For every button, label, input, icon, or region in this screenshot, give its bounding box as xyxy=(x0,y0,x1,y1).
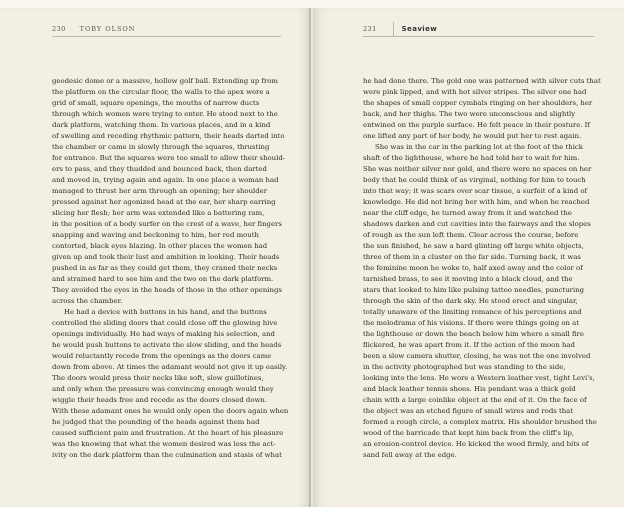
text-line: he had done there. The gold one was patterned with silver cuts that xyxy=(363,77,601,85)
text-line: in the activity photographed but was standing to the side, xyxy=(363,363,566,371)
text-line: of rough as the sun left them. Clear across the course, before xyxy=(363,231,579,239)
text-line: pressed against her agonized head at the ear, her sharp earring xyxy=(52,198,276,206)
text-line: ers to pass, and they thudded and bounced back, then darted xyxy=(52,165,267,173)
text-line: the sun finished, he saw a hard glinting off large white objects, xyxy=(363,242,584,250)
text-line: and moved in, trying again and again. In one place a woman had xyxy=(52,176,279,184)
right-page-number: 231 xyxy=(363,25,377,33)
text-line: stars that looked to him like pulsing tattoo needles, puncturing xyxy=(363,286,585,294)
text-line: ivity on the dark platform than the culmination and stasis of what xyxy=(52,451,282,459)
text-line: She was in the car in the parking lot at the foot of the thick xyxy=(375,143,583,151)
text-line: the melodrama of his visions. If there were things going on at xyxy=(363,319,579,327)
right-running-head xyxy=(363,22,594,37)
text-line: shadows darken and cut cavities into the fairways and the slopes xyxy=(363,220,591,228)
left-page xyxy=(0,8,311,507)
text-line: into that way; it was scars over scar tissue, a surfeit of a kind of xyxy=(363,187,588,195)
text-line: an erosion-control device. He kicked the wood firmly, and bits of xyxy=(363,440,589,448)
text-line: snapping and waving and beckoning to him, her red mouth xyxy=(52,231,259,239)
text-line: was the knowing that what the women desired was less the act- xyxy=(52,440,276,448)
text-line: He had a device with buttons in his hand, and the buttons xyxy=(64,308,267,316)
text-line: grid of small, square openings, the mouths of narrow ducts xyxy=(52,99,260,107)
text-line: tarnished brass, to see it moving into a black cloud, and the xyxy=(363,275,573,283)
text-line: She was neither silver nor gold, and there were no spaces on her xyxy=(363,165,592,173)
text-line: the lighthouse or down the beach below him where a small fire xyxy=(363,330,584,338)
text-line: controlled the sliding doors that could close off the glowing hive xyxy=(52,319,278,327)
text-line: body that he could think of as virginal, nothing for him to touch xyxy=(363,176,586,184)
text-line: looking into the lens. He wore a Western leather vest, tight Levi's, xyxy=(363,374,595,382)
text-line: would reluctantly recede from the openings as the doors came xyxy=(52,352,272,360)
text-line: knowledge. He did not bring her with him, and when he reached xyxy=(363,198,590,206)
text-line: managed to thrust her arm through an opening; her shoulder xyxy=(52,187,267,195)
text-line: three of them in a cluster on the far side. Turning back, it was xyxy=(363,253,581,261)
text-line: The doors would press their necks like soft, slow guillotines, xyxy=(52,374,264,382)
text-line: one lifted any part of her body, he would put her to rest again. xyxy=(363,132,582,140)
text-line: through the skin of the dark sky. He stood erect and singular, xyxy=(363,297,578,305)
left-page-text xyxy=(52,76,294,461)
text-line: the feminine moon he woke to, half axed away and the color of xyxy=(363,264,583,272)
text-line: chain with a large coinlike object at the end of it. On the face of xyxy=(363,396,587,404)
text-line: the object was an etched figure of small wires and rods that xyxy=(363,407,574,415)
text-line: the chamber or came in slowly through the squares, thrusting xyxy=(52,143,270,151)
text-line: of swelling and receding rhythmic pattern, their heads darted into xyxy=(52,132,285,140)
text-line: in the position of a body surfer on the crest of a wave, her fingers xyxy=(52,220,282,228)
text-line: near the cliff edge, he turned away from it and watched the xyxy=(363,209,572,217)
running-head-title: Seaview xyxy=(393,22,438,36)
text-line: for entrance. But the squares were too small to allow their should- xyxy=(52,154,286,162)
text-line: he would push buttons to activate the slow sliding, and the heads xyxy=(52,341,282,349)
text-line: sand fell away at the edge. xyxy=(363,451,457,459)
text-line: shaft of the lighthouse, where he had told her to wait for him. xyxy=(363,154,580,162)
text-line: caused sufficient pain and frustration. At the heart of his pleasure xyxy=(52,429,284,437)
text-line: wood of the barricade that kept him back from the cliff's lip, xyxy=(363,429,575,437)
text-line: down from above. At times the adamant would not give it up easily. xyxy=(52,363,288,371)
text-line: across the chamber. xyxy=(52,297,123,305)
text-line: They avoided the eyes in the heads of those in the other openings xyxy=(52,286,282,294)
text-line: pushed in as far as they could get them, they craned their necks xyxy=(52,264,278,272)
text-line: totally unaware of the limiting romance of his perceptions and xyxy=(363,308,582,316)
text-line: the platform on the circular floor, the walls to the apex were a xyxy=(52,88,270,96)
text-line: dark platform, watching them. In various places, and in a kind xyxy=(52,121,271,129)
text-line: geodesic dome or a massive, hollow golf ball. Extending up from xyxy=(52,77,278,85)
right-page-text xyxy=(363,76,609,461)
text-line: given up and took their lust and ambition in looking. Their heads xyxy=(52,253,280,261)
text-line: were pink lipped, and with hot silver stripes. The silver one had xyxy=(363,88,587,96)
text-line: slicing her flesh; her arm was extended like a battering ram, xyxy=(52,209,265,217)
text-line: flickered, he was apart from it. If the action of the moon had xyxy=(363,341,575,349)
text-line: and only when the pressure was convincing enough would they xyxy=(52,385,274,393)
text-line: wiggle their heads free and recede as the doors closed down. xyxy=(52,396,268,404)
left-page-number: 230 xyxy=(52,25,66,33)
text-line: entwined on the purple surface. He felt peace in their posture. If xyxy=(363,121,590,129)
text-line: he judged that the pounding of the heads against them had xyxy=(52,418,260,426)
left-running-head xyxy=(52,22,281,37)
text-line: been a slow camera shutter, closing, he was not the one involved xyxy=(363,352,591,360)
text-line: formed a rough circle, a complex matrix. His shoulder brushed the xyxy=(363,418,597,426)
text-line: contorted, black eyes blazing. In other places the women had xyxy=(52,242,268,250)
text-line: the shapes of small copper cymbals ringing on her shoulders, her xyxy=(363,99,593,107)
text-line: back, and her thighs. The two were unconscious and slightly xyxy=(363,110,576,118)
right-page xyxy=(313,8,624,507)
text-line: With these adamant ones he would only open the doors again when xyxy=(52,407,289,415)
text-line: and strained hard to see him and the two on the dark platform. xyxy=(52,275,274,283)
text-line: openings individually. He had ways of making his selection, and xyxy=(52,330,275,338)
running-head-author: TOBY OLSON xyxy=(79,25,136,33)
text-line: through which women were trying to enter. He stood next to the xyxy=(52,110,278,118)
text-line: and black leather tennis shoes. His pendant was a thick gold xyxy=(363,385,576,393)
